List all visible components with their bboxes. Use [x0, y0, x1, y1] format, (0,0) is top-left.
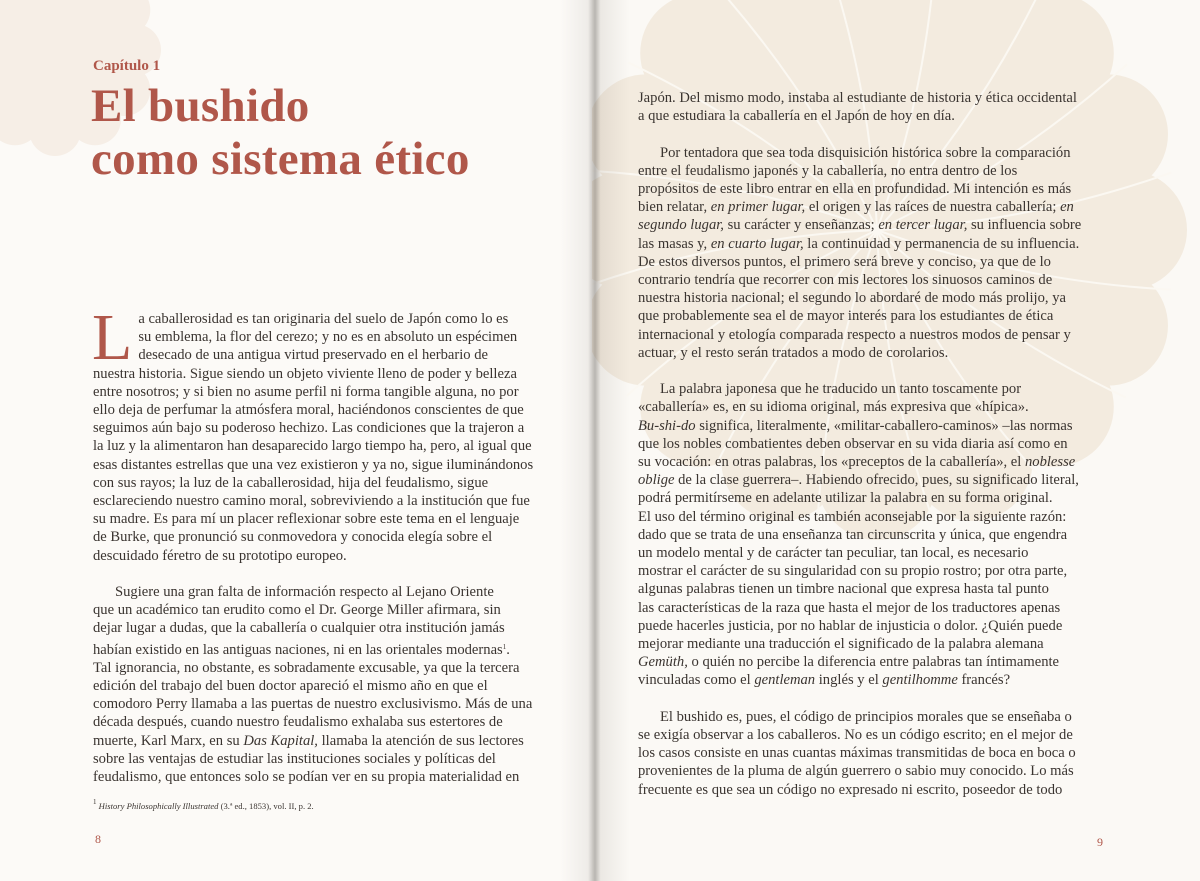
text-line — [638, 489, 1118, 507]
paragraph — [638, 89, 1118, 125]
text-run: su emblema, la flor del cerezo; y no es en absoluto un espécimen — [138, 329, 518, 346]
text-run: entre el feudalismo japonés y la caballería, no entra dentro de los — [638, 162, 1018, 179]
text-run: Japón. Del mismo modo, instaba al estudiante de historia y ética occidental — [638, 90, 1077, 106]
title-line: como sistema ético — [91, 133, 470, 185]
text-run: La palabra japonesa que he traducido un tanto toscamente por — [660, 381, 1022, 398]
text-run: esclareciendo nuestro camino moral, sobreviviendo a la institución que fue — [93, 493, 530, 510]
text-run: muerte, Karl Marx, en su — [93, 732, 244, 749]
text-line — [93, 768, 573, 786]
text-line — [638, 653, 1118, 671]
text-line — [93, 583, 573, 601]
text-run: con sus rayos; la luz de la caballerosidad, hija del feudalismo, sigue — [93, 474, 489, 491]
text-line — [93, 732, 573, 750]
italic-text: gentilhomme — [882, 672, 958, 689]
text-run: a caballerosidad es tan originaria del suelo de Japón como lo es — [138, 311, 509, 327]
text-run: vinculadas como el — [638, 672, 755, 689]
text-line — [93, 328, 573, 346]
text-line — [93, 695, 573, 713]
text-run: o quién no percibe la diferencia entre palabras tan íntimamente — [687, 654, 1060, 671]
text-run: su carácter y enseñanzas; — [723, 217, 879, 234]
text-line — [638, 726, 1118, 744]
footnote-marker: 1 — [502, 642, 507, 651]
book-gutter — [560, 0, 630, 881]
text-run: El bushido es, pues, el código de principios morales que se enseñaba o — [660, 708, 1072, 725]
chapter-label: Capítulo 1 — [93, 58, 161, 74]
text-line — [638, 216, 1118, 234]
italic-text: Bu-shi-do — [638, 417, 696, 434]
text-run: llamaba la atención de sus lectores — [317, 732, 524, 749]
text-line — [638, 617, 1118, 635]
text-line — [638, 453, 1118, 471]
text-line — [638, 781, 1118, 799]
text-run: que probablemente sea el de mayor interés para los estudiantes de ética — [638, 308, 1054, 325]
text-run: habían existido en las antiguas naciones, ni en las orientales modernas — [93, 641, 503, 658]
paragraph — [638, 380, 1118, 689]
italic-text: en — [1060, 199, 1074, 216]
text-run: los casos consiste en unas cuantas máximas transmitidas de boca en boca o — [638, 745, 1076, 762]
text-line — [93, 510, 573, 528]
text-line — [638, 708, 1118, 726]
text-line — [638, 307, 1118, 325]
text-run: un modelo mental y de carácter tan peculiar, tan local, es necesario — [638, 545, 1029, 562]
text-run: propósitos de este libro entrar en ella en profundidad. Mi intención es más — [638, 181, 1072, 197]
text-line — [93, 677, 573, 695]
text-run: actuar, y el resto serán tratados a modo de corolarios. — [638, 344, 949, 361]
text-line — [638, 635, 1118, 653]
right-page — [592, 0, 1200, 881]
text-run: las masas y, — [638, 235, 711, 252]
chapter-title — [91, 80, 470, 186]
text-run: edición del trabajo del buen doctor apareció el mismo año en que el — [93, 678, 488, 695]
text-run: bien relatar, — [638, 199, 711, 216]
text-line — [638, 326, 1118, 344]
text-line — [638, 580, 1118, 598]
text-run: frecuente es que sea un código no expresado ni escrito, poseedor de todo — [638, 781, 1063, 798]
text-run: Sugiere una gran falta de información respecto al Lejano Oriente — [115, 584, 494, 601]
italic-text: gentleman — [754, 672, 816, 689]
paragraph — [93, 583, 573, 786]
text-line — [638, 144, 1118, 162]
text-run: el origen y las raíces de nuestra caballería; — [805, 199, 1061, 216]
text-run: De estos diversos puntos, el primero será breve y conciso, ya que de lo — [638, 253, 1051, 270]
text-line — [93, 346, 573, 364]
title-line: El bushido — [91, 80, 310, 132]
text-run: descuidado féretro de su prototipo europeo. — [93, 547, 347, 564]
footnote — [93, 798, 314, 811]
text-run: nuestra historia nacional; el segundo lo abordaré de modo más prolijo, ya — [638, 290, 1066, 307]
paragraph — [92, 301, 573, 565]
text-run: dejar lugar a dudas, que la caballería o cualquier otra institución jamás — [93, 620, 505, 637]
text-line — [93, 456, 573, 474]
text-line — [638, 526, 1118, 544]
text-run: inglés y el — [815, 672, 883, 689]
text-run: podrá permitírseme en adelante utilizar la palabra en su forma original. — [638, 490, 1053, 507]
paragraph — [638, 144, 1118, 362]
text-line — [93, 601, 573, 619]
text-line — [93, 401, 573, 419]
text-run: la luz y la alimentaron han desaparecido largo tiempo ha, pero, al igual que — [93, 438, 532, 455]
text-run: se exigía observar a los caballeros. No es un código escrito; en el mejor de — [638, 727, 1073, 744]
italic-text: segundo lugar, — [638, 217, 724, 234]
italic-text: en tercer lugar, — [878, 217, 968, 234]
text-line — [638, 508, 1118, 526]
text-line — [93, 750, 573, 768]
text-line — [93, 528, 573, 546]
text-line — [638, 89, 1118, 107]
text-line — [638, 762, 1118, 780]
text-run: sobre las ventajas de estudiar las instituciones sociales y políticas del — [93, 750, 496, 767]
left-page — [0, 0, 592, 881]
italic-text: oblige — [638, 472, 675, 489]
text-run: . — [506, 641, 510, 658]
text-run: que un académico tan erudito como el Dr. George Miller afirmara, sin — [93, 602, 501, 619]
text-run: El uso del término original es también aconsejable por la siguiente razón: — [638, 508, 1067, 525]
text-run: francés? — [957, 672, 1011, 689]
text-line — [93, 419, 573, 437]
text-line — [638, 289, 1118, 307]
italic-text: History Philosophically Illustrated — [98, 801, 219, 811]
italic-text: en primer lugar, — [710, 199, 806, 216]
text-run: algunas palabras tienen un timbre nacional que expresa hasta tal punto — [638, 581, 1049, 598]
text-run: «caballería» es, en su idioma original, más expresiva que «hípica». — [638, 399, 1029, 416]
italic-text: Das Kapital, — [243, 732, 318, 749]
text-line — [638, 544, 1118, 562]
text-line — [638, 435, 1118, 453]
drop-cap: L — [92, 301, 133, 374]
text-line — [93, 713, 573, 731]
text-run: significa, literalmente, «militar-caballero-caminos» –las normas — [695, 417, 1073, 434]
text-run: entre nosotros; y si bien no asume perfil ni forma tangible alguna, no por — [93, 383, 519, 400]
left-page-body — [92, 301, 573, 804]
text-line — [638, 562, 1118, 580]
text-line — [638, 271, 1118, 289]
footnote-marker: 1 — [93, 798, 97, 806]
text-run: que los nobles combatientes deben observar en su vida diaria así como en — [638, 435, 1068, 452]
text-line — [638, 344, 1118, 362]
text-run: ello deja de perfumar la atmósfera moral, haciéndonos conscientes de que — [93, 402, 524, 419]
right-page-body — [638, 89, 1118, 817]
text-line — [638, 471, 1118, 489]
text-line — [638, 417, 1118, 435]
text-line — [638, 380, 1118, 398]
text-line — [638, 198, 1118, 216]
text-run: desecado de una antigua virtud preservado en el herbario de — [138, 347, 489, 364]
text-line — [638, 398, 1118, 416]
text-run: Por tentadora que sea toda disquisición histórica sobre la comparación — [660, 144, 1071, 161]
text-line — [93, 492, 573, 510]
page-number: 8 — [95, 832, 101, 846]
text-line — [638, 744, 1118, 762]
text-line — [638, 253, 1118, 271]
text-run: dado que se trata de una enseñanza tan circunscrita y única, que engendra — [638, 526, 1068, 543]
text-run: mejorar mediante una traducción el significado de la palabra alemana — [638, 636, 1044, 653]
page-number: 9 — [1097, 835, 1103, 849]
paragraph — [638, 708, 1118, 799]
text-run: comodoro Perry llamaba a las puertas de nuestro exclusivismo. Más de una — [93, 696, 533, 713]
text-run: (3.ª ed., 1853), vol. II, p. 2. — [218, 801, 314, 811]
text-run: década después, cuando nuestro feudalismo exhalaba sus estertores de — [93, 714, 503, 731]
text-line — [638, 671, 1118, 689]
text-run: de Burke, que pronunció su conmovedora y conocida elegía sobre el — [93, 529, 493, 546]
italic-text: Gemüth, — [638, 654, 688, 671]
text-run: puede hacerles justicia, por no hablar de injusticia o dolor. ¿Quién puede — [638, 617, 1063, 634]
text-line — [93, 437, 573, 455]
text-line — [638, 599, 1118, 617]
text-run: mostrar el carácter de su singularidad con su propio rostro; por otra parte, — [638, 563, 1068, 580]
text-line — [638, 180, 1118, 198]
text-run: provenientes de la pluma de algún guerrero o sabio muy conocido. Lo más — [638, 763, 1074, 780]
text-line — [93, 547, 573, 565]
text-run: esas distantes estrellas que una vez existieron y ya no, sigue iluminándonos — [93, 456, 534, 473]
italic-text: en cuarto lugar, — [710, 235, 804, 252]
text-run: su vocación: en otras palabras, los «preceptos de la caballería», el — [638, 454, 1025, 471]
text-run: Tal ignorancia, no obstante, es sobradamente excusable, ya que la tercera — [93, 659, 520, 676]
italic-text: noblesse — [1024, 454, 1076, 471]
text-run: las características de la raza que hasta el mejor de los traductores apenas — [638, 599, 1061, 616]
text-run: la continuidad y permanencia de su influencia. — [803, 235, 1080, 252]
text-line — [93, 619, 573, 637]
text-line — [93, 310, 573, 328]
text-run: de la clase guerrera–. Habiendo ofrecido, pues, su significado literal, — [674, 472, 1079, 489]
text-run: contrario tendría que recorrer con mis lectores los sinuosos caminos de — [638, 272, 1053, 289]
text-line — [93, 659, 573, 677]
text-line — [93, 474, 573, 492]
text-run: a que estudiara la caballería en el Japón de hoy en día. — [638, 108, 955, 125]
text-line — [638, 162, 1118, 180]
text-line — [93, 638, 573, 659]
text-line — [93, 365, 573, 383]
text-line — [638, 107, 1118, 125]
text-run: nuestra historia. Sigue siendo un objeto viviente lleno de poder y belleza — [93, 365, 517, 382]
text-run: su influencia sobre — [967, 217, 1082, 234]
text-run: feudalismo, que entonces solo se podían ver en su propia materialidad en — [93, 769, 520, 786]
text-run: internacional y etología comparada respecto a nuestros modos de pensar y — [638, 326, 1071, 343]
text-run: su madre. Es para mí un placer reflexionar sobre este tema en el lenguaje — [93, 511, 520, 528]
text-line — [638, 235, 1118, 253]
text-run: seguimos aún bajo su poderoso hechizo. Las condiciones que la trajeron a — [93, 420, 525, 437]
text-line — [93, 383, 573, 401]
